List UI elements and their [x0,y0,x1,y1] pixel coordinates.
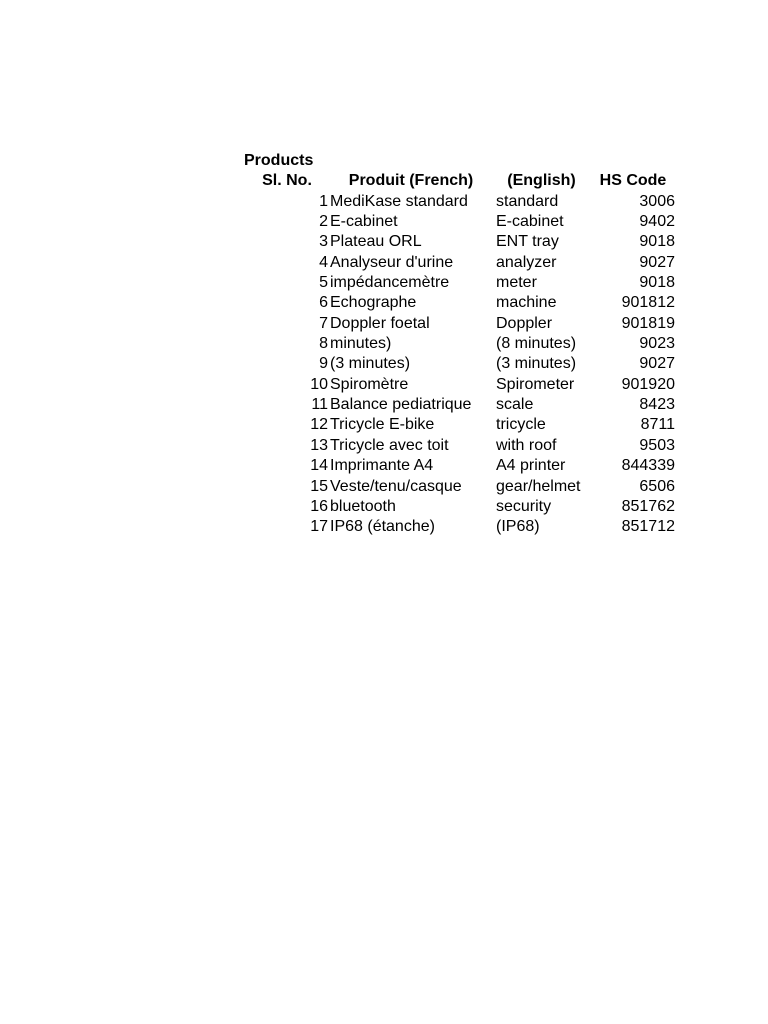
table-row [244,273,675,293]
cell-hs-code: 9023 [639,335,675,353]
cell-sl-no: 6 [319,294,328,312]
cell-hs-code: 6506 [639,477,675,495]
cell-english: tricycle [496,416,546,434]
table-row [244,435,675,455]
cell-english: machine [496,294,557,312]
table-row [244,354,675,374]
cell-english: (3 minutes) [496,355,577,373]
cell-hs-code: 9402 [639,213,675,231]
products-sheet [244,151,684,537]
cell-produit-french: Veste/tenu/casque [330,477,462,495]
cell-english: Doppler [496,314,553,332]
cell-produit-french: E-cabinet [330,213,398,231]
cell-hs-code: 901819 [621,314,675,332]
cell-produit-french: IP68 (étanche) [330,518,435,536]
table-row [244,334,675,354]
cell-produit-french: Tricycle avec toit [330,436,449,454]
table-row [244,212,675,232]
cell-english: E-cabinet [496,213,564,231]
cell-hs-code: 844339 [621,457,675,475]
cell-sl-no: 1 [319,192,328,210]
cell-sl-no: 4 [319,253,328,271]
cell-hs-code: 8423 [639,396,675,414]
cell-produit-french: Plateau ORL [330,233,422,251]
cell-english: (8 minutes) [496,335,577,353]
cell-sl-no: 16 [310,497,328,515]
table-row [244,456,675,476]
cell-produit-french: Analyseur d'urine [330,253,454,271]
cell-hs-code: 901920 [621,375,675,393]
table-header [244,171,675,191]
cell-produit-french: (3 minutes) [330,355,411,373]
cell-english: standard [496,192,559,210]
cell-sl-no: 14 [310,457,328,475]
header-row [244,171,675,191]
cell-sl-no: 3 [319,233,328,251]
cell-produit-french: MediKase standard [330,192,468,210]
cell-produit-french: Tricycle E-bike [330,416,435,434]
cell-english: gear/helmet [496,477,581,495]
cell-english: security [496,497,552,515]
cell-sl-no: 7 [319,314,328,332]
cell-hs-code: 901812 [621,294,675,312]
cell-english: meter [496,274,537,292]
cell-produit-french: Spiromètre [330,375,409,393]
cell-produit-french: Echographe [330,294,417,312]
cell-hs-code: 9027 [639,355,675,373]
cell-sl-no: 12 [310,416,328,434]
table-row [244,293,675,313]
table-row [244,476,675,496]
header-sl-no: Sl. No. [262,172,312,190]
cell-sl-no: 8 [319,335,328,353]
cell-produit-french: bluetooth [330,497,396,515]
cell-hs-code: 9503 [639,436,675,454]
cell-sl-no: 10 [310,375,328,393]
cell-produit-french: Doppler foetal [330,314,430,332]
cell-hs-code: 9018 [639,274,675,292]
table-body [244,191,675,537]
table-row [244,313,675,333]
cell-hs-code: 9027 [639,253,675,271]
products-table [244,171,675,537]
cell-english: analyzer [496,253,557,271]
table-row [244,415,675,435]
sheet-title: Products [244,152,314,169]
header-english: (English) [507,172,576,190]
cell-hs-code: 8711 [640,416,675,434]
table-row [244,191,675,211]
cell-sl-no: 11 [311,396,328,414]
header-produit-french: Produit (French) [348,172,474,190]
cell-sl-no: 2 [319,213,328,231]
cell-produit-french: minutes) [330,335,392,353]
cell-english: A4 printer [496,457,566,475]
cell-hs-code: 851762 [621,497,675,515]
cell-english: ENT tray [496,233,559,251]
table-row [244,517,675,537]
cell-hs-code: 9018 [639,233,675,251]
cell-hs-code: 3006 [639,192,675,210]
cell-sl-no: 17 [310,518,328,536]
table-row [244,497,675,517]
cell-sl-no: 13 [310,436,328,454]
cell-sl-no: 5 [319,274,328,292]
cell-hs-code: 851712 [621,518,675,536]
table-row [244,395,675,415]
cell-produit-french: Balance pediatrique [330,396,472,414]
cell-english: Spirometer [496,375,575,393]
cell-english: scale [496,396,534,414]
cell-sl-no: 15 [310,477,328,495]
table-row [244,374,675,394]
header-hs-code: HS Code [599,172,667,190]
cell-produit-french: impédancemètre [330,274,450,292]
cell-english: (IP68) [496,518,540,536]
table-row [244,232,675,252]
cell-produit-french: Imprimante A4 [330,457,434,475]
cell-sl-no: 9 [319,355,328,373]
table-row [244,252,675,272]
cell-english: with roof [496,436,557,454]
